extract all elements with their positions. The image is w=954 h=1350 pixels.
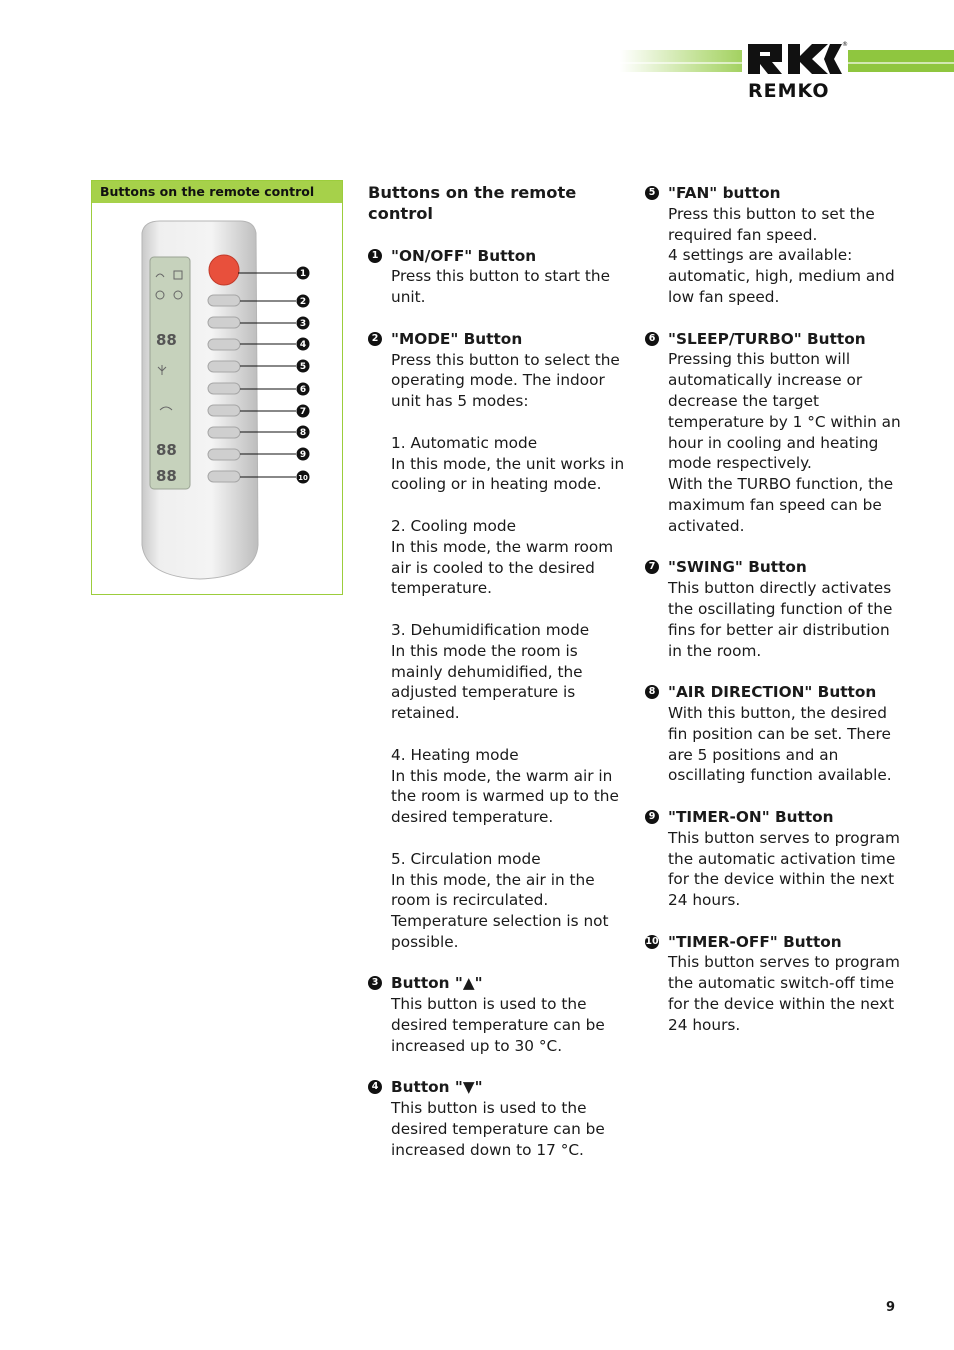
item-heading <box>645 807 907 828</box>
callout-number: 8 <box>299 428 307 438</box>
item-heading-text: "FAN" button <box>668 184 781 202</box>
logo-mark-icon <box>742 40 848 80</box>
remote-control-illustration <box>120 215 320 585</box>
item-paragraph: This button directly activates the oscillating function of the fins for better air distribution in the room. <box>668 579 893 660</box>
item-body <box>645 952 907 1035</box>
page-number: 9 <box>886 1300 896 1315</box>
button-description-item <box>645 557 907 661</box>
item-paragraph: Press this button to start the unit. <box>391 267 611 307</box>
button-description-item <box>645 329 907 537</box>
number-badge-icon: 1 <box>368 249 382 263</box>
item-body <box>645 349 907 536</box>
button-description-item <box>645 807 907 911</box>
item-body <box>645 828 907 911</box>
item-heading <box>368 973 630 994</box>
svg-text:88: 88 <box>156 441 177 459</box>
item-paragraph: Pressing this button will automatically increase or decrease the target temperature by 1 °C within an hour in cooling and heating mode respectively. With the TURBO function, the maximum fan speed can be activated. <box>668 350 901 535</box>
item-heading <box>368 1077 630 1098</box>
number-badge-icon: 9 <box>645 810 659 824</box>
item-list-right <box>645 183 907 1036</box>
button-description-item <box>645 183 907 308</box>
item-paragraph: 5. Circulation mode In this mode, the air in the room is recirculated. Temperature selection is not possible. <box>391 849 609 951</box>
item-heading <box>645 557 907 578</box>
item-heading <box>368 329 630 350</box>
number-badge-icon: 5 <box>645 186 659 200</box>
item-body <box>645 578 907 661</box>
callout-number: 7 <box>299 407 307 417</box>
column-middle <box>368 183 630 1181</box>
callout-number: 9 <box>299 450 307 460</box>
svg-text:88: 88 <box>156 467 177 485</box>
item-paragraph: 4. Heating mode In this mode, the warm air in the room is warmed up to the desired temperature. <box>391 745 619 827</box>
item-heading-text: "TIMER-ON" Button <box>668 807 834 826</box>
number-badge-icon: 8 <box>645 685 659 699</box>
logo-text: REMKO <box>748 80 830 102</box>
item-body <box>645 703 907 786</box>
item-heading-text: "SWING" Button <box>668 558 807 577</box>
button-description-item <box>645 682 907 786</box>
item-heading <box>368 246 630 267</box>
item-heading-text: "MODE" Button <box>391 329 523 348</box>
number-badge-icon: 4 <box>368 1080 382 1094</box>
item-heading-text: Button "▼" <box>391 1078 483 1097</box>
item-body <box>368 350 630 953</box>
callout-number: 10 <box>298 474 308 482</box>
button-description-item <box>368 973 630 1056</box>
sidebar-caption: Buttons on the remote control <box>92 181 342 203</box>
callout-number: 5 <box>299 362 307 372</box>
item-heading <box>645 932 907 953</box>
item-paragraph: This button is used to the desired temperature can be increased up to 30 °C. <box>391 995 605 1055</box>
item-body <box>368 994 630 1056</box>
item-paragraph: 2. Cooling mode In this mode, the warm room air is cooled to the desired temperature. <box>391 516 614 598</box>
button-description-item <box>368 246 630 308</box>
button-description-item <box>368 329 630 953</box>
item-heading-text: "TIMER-OFF" Button <box>668 932 842 951</box>
svg-text:®: ® <box>842 41 848 48</box>
number-badge-icon: 7 <box>645 560 659 574</box>
callout-number: 1 <box>299 269 307 279</box>
item-body <box>368 266 630 308</box>
item-paragraph: 3. Dehumidification mode In this mode the room is mainly dehumidified, the adjusted temperature is retained. <box>391 620 590 723</box>
callout-number: 6 <box>299 385 307 395</box>
item-list-left <box>368 246 630 1161</box>
item-heading <box>645 682 907 703</box>
section-title: Buttons on the remote control <box>368 183 577 223</box>
item-paragraph: This button serves to program the automatic switch-off time for the device within the next 24 hours. <box>668 953 900 1034</box>
item-paragraph: This button is used to the desired temperature can be increased down to 17 °C. <box>391 1099 605 1159</box>
item-paragraph: Press this button to select the operating mode. The indoor unit has 5 modes: <box>391 350 620 411</box>
item-body <box>368 1098 630 1160</box>
item-heading <box>645 183 907 204</box>
callout-number: 2 <box>299 297 307 307</box>
item-body <box>645 204 907 308</box>
button-description-item <box>645 932 907 1036</box>
item-heading-text: "SLEEP/TURBO" Button <box>668 329 866 348</box>
column-right <box>645 183 907 1056</box>
remko-logo <box>742 40 848 104</box>
number-badge-icon: 3 <box>368 976 382 990</box>
item-paragraph: Press this button to set the required fan speed. 4 settings are available: automatic, high, medium and low fan speed. <box>668 204 895 306</box>
callout-number: 3 <box>299 319 307 329</box>
number-badge-icon: 2 <box>368 332 382 346</box>
item-paragraph: This button serves to program the automatic activation time for the device within the next 24 hours. <box>668 828 900 910</box>
item-heading <box>645 329 907 350</box>
item-heading-text: Button "▲" <box>391 974 483 993</box>
callout-number: 4 <box>299 340 307 350</box>
item-paragraph: 1. Automatic mode In this mode, the unit works in cooling or in heating mode. <box>391 433 625 494</box>
item-heading-text: "ON/OFF" Button <box>391 246 537 265</box>
svg-text:88: 88 <box>156 331 177 349</box>
item-paragraph: With this button, the desired fin position can be set. There are 5 positions and an oscillating function available. <box>668 703 892 785</box>
number-badge-icon: 10 <box>645 935 659 947</box>
item-heading-text: "AIR DIRECTION" Button <box>668 683 877 702</box>
button-description-item <box>368 1077 630 1160</box>
number-badge-icon: 6 <box>645 332 659 346</box>
